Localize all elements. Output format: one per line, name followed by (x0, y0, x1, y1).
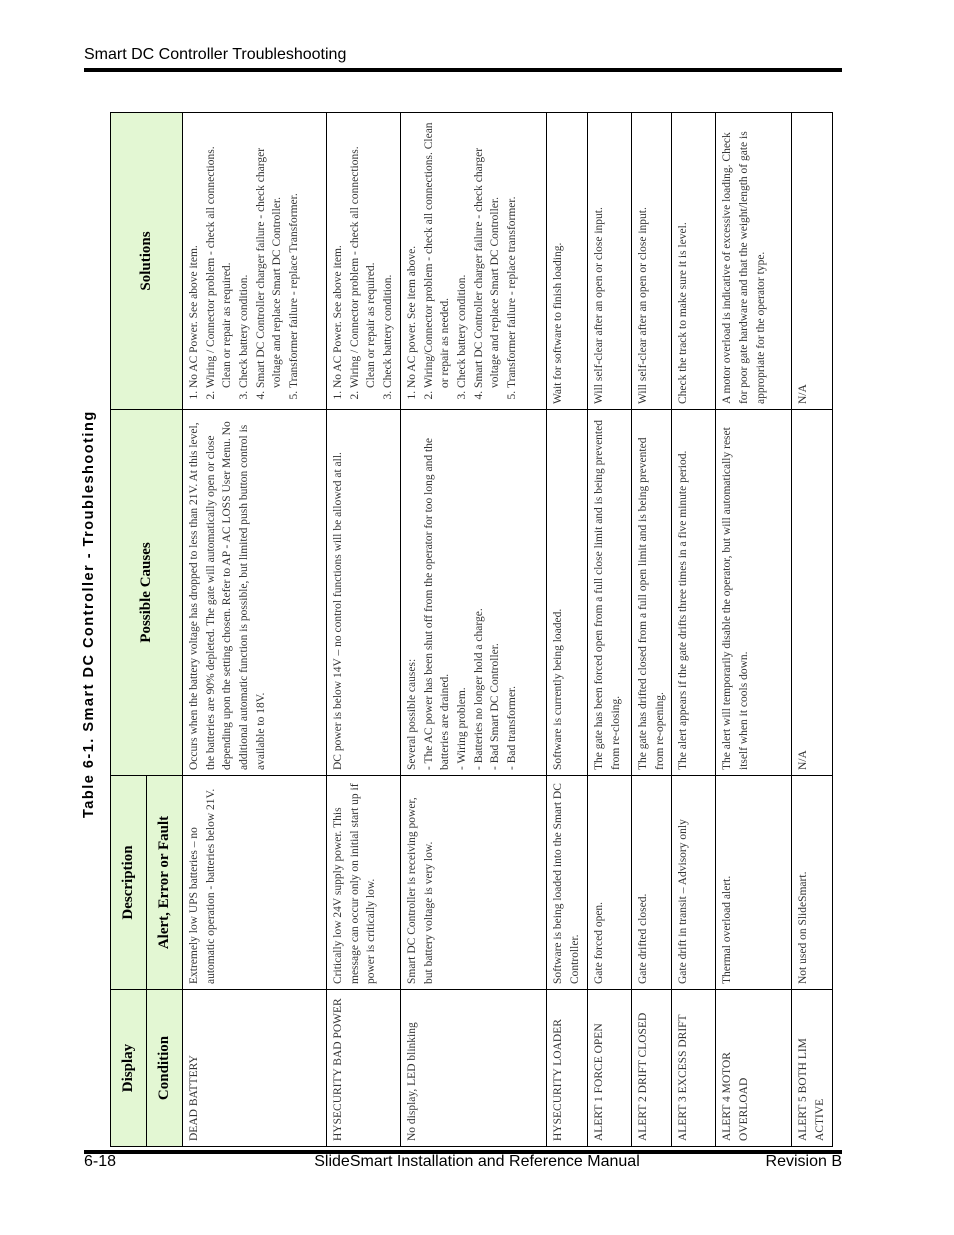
solution-item: 1. No AC Power. See above item. (186, 118, 203, 388)
header-possible-causes: Possible Causes (111, 410, 183, 776)
cell-condition: DEAD BATTERY (183, 990, 327, 1147)
cell-alert: Gate forced open. (588, 776, 632, 990)
cause-line: Several possible causes: (406, 658, 418, 770)
cell-condition: ALERT 4 MOTOR OVERLOAD (716, 990, 792, 1147)
header-description: Description (111, 776, 147, 990)
cell-causes: Occurs when the battery voltage has dropped to less than 21V. At this level, the batteries are 90% depleted. The gate will automatically open or close depending upon the setting chosen. Refer to AP - AC LOSS User Menu. No additional automatic function is possible, but limited push button control is available to 18V. (183, 410, 327, 776)
solution-item: 1. No AC power. See item above. (404, 118, 421, 388)
header-display: Display (111, 990, 147, 1147)
cell-alert: Gate drifted closed. (632, 776, 672, 990)
cell-alert: Software is being loaded into the Smart DC Controller. (547, 776, 588, 990)
footer-page-number: 6-18 (84, 1153, 117, 1170)
cell-alert: Thermal overload alert. (716, 776, 792, 990)
cell-solutions (327, 113, 401, 410)
table-row (547, 113, 588, 1147)
cause-line: - Batteries no longer hold a charge. (472, 608, 485, 770)
cell-solutions: Wait for software to finish loading. (547, 113, 588, 410)
cell-condition: ALERT 5 BOTH LIM ACTIVE (792, 990, 832, 1147)
cell-alert: Critically low 24V supply power. This message can occur only on initial start up if power is critically low. (327, 776, 401, 990)
cell-solutions (183, 113, 327, 410)
cell-solutions (401, 113, 547, 410)
cell-solutions: A motor overload is indicative of excessive loading. Check for poor gate hardware and that the weight/length of gate is appropriate for the operator type. (716, 113, 792, 410)
header-solutions: Solutions (111, 113, 183, 410)
table-caption: Table 6-1. Smart DC Controller - Troubleshooting (81, 410, 97, 818)
table-row (632, 113, 672, 1147)
page-header-title: Smart DC Controller Troubleshooting (84, 46, 347, 63)
solution-item: 3. Check battery condition. (236, 118, 253, 388)
cell-condition: HYSECURITY LOADER (547, 990, 588, 1147)
table-row (183, 113, 327, 1147)
cause-line: - Wiring problem. (456, 687, 469, 770)
cell-causes: DC power is below 14V – no control functions will be allowed at all. (327, 410, 401, 776)
troubleshooting-table-rotated (110, 113, 827, 1147)
cell-condition: ALERT 2 DRIFT CLOSED (632, 990, 672, 1147)
table-row (401, 113, 547, 1147)
header-rule (84, 68, 842, 72)
solution-item: 5. Transformer failure - replace transformer. (504, 118, 521, 388)
cause-line: - Bad transformer. (506, 686, 519, 770)
solution-item: 3. Check battery condition. (454, 118, 471, 388)
cause-line: - Bad Smart DC Controller. (489, 643, 502, 770)
cell-condition: No display, LED blinking (401, 990, 547, 1147)
cell-solutions: N/A (792, 113, 832, 410)
header-alert: Alert, Error or Fault (147, 776, 183, 990)
cell-solutions: Check the track to make sure it is level. (672, 113, 716, 410)
solution-item: 3. Check battery condition. (380, 118, 397, 388)
cell-causes: The gate has drifted closed from a full open limit and is being prevented from re-opening. (632, 410, 672, 776)
solution-item: 2. Wiring / Connector problem - check all connections. Clean or repair as required. (203, 118, 236, 388)
cell-solutions: Will self-clear after an open or close input. (632, 113, 672, 410)
cell-condition: ALERT 3 EXCESS DRIFT (672, 990, 716, 1147)
table-row (588, 113, 632, 1147)
cell-solutions: Will self-clear after an open or close input. (588, 113, 632, 410)
table-row (672, 113, 716, 1147)
cell-alert: Smart DC Controller is receiving power, but battery voltage is very low. (401, 776, 547, 990)
cell-alert: Extremely low UPS batteries – no automatic operation - batteries below 21V. (183, 776, 327, 990)
cell-causes: The alert will temporarily disable the operator, but will automatically reset itself when it cools down. (716, 410, 792, 776)
cell-alert: Gate drift in transit – Advisory only (672, 776, 716, 990)
troubleshooting-table-frame (110, 113, 827, 1147)
header-condition: Condition (147, 990, 183, 1147)
cell-causes: Software is currently being loaded. (547, 410, 588, 776)
cause-line: - The AC power has been shut off from the operator for too long and the batteries are drained. (422, 437, 452, 770)
troubleshooting-table (110, 112, 833, 1147)
cell-condition: ALERT 1 FORCE OPEN (588, 990, 632, 1147)
table-row (716, 113, 792, 1147)
solution-item: 1. No AC Power. See above item. (330, 118, 347, 388)
cell-causes: The gate has been forced open from a full close limit and is being prevented from re-closing. (588, 410, 632, 776)
solution-item: 4. Smart DC Controller charger failure - check charger voltage and replace Smart DC Controller. (253, 118, 286, 388)
solution-item: 4. Smart DC Controller charger failure - check charger voltage and replace Smart DC Controller. (471, 118, 504, 388)
cell-causes: The alert appears if the gate drifts three times in a five minute period. (672, 410, 716, 776)
solution-item: 2. Wiring/Connector problem - check all connections. Clean or repair as needed. (421, 118, 454, 388)
footer-manual-title: SlideSmart Installation and Reference Manual (314, 1153, 640, 1170)
cell-causes: N/A (792, 410, 832, 776)
footer-revision: Revision B (765, 1153, 842, 1170)
solution-item: 5. Transformer failure - replace Transformer. (286, 118, 303, 388)
solution-item: 2. Wiring / Connector problem - check all connections. Clean or repair as required. (347, 118, 380, 388)
table-row (792, 113, 832, 1147)
table-row (327, 113, 401, 1147)
cell-causes (401, 410, 547, 776)
cell-condition: HYSECURITY BAD POWER (327, 990, 401, 1147)
cell-alert: Not used on SlideSmart. (792, 776, 832, 990)
